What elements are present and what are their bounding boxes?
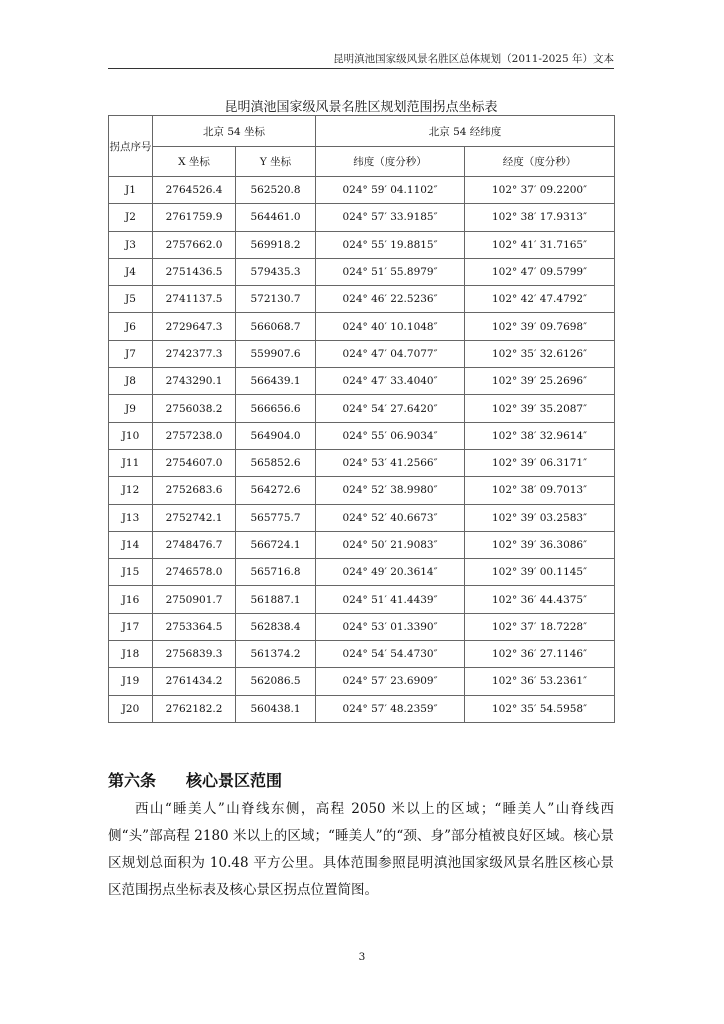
point-id-cell: J10 [109, 422, 153, 449]
col-header-lat: 纬度（度分秒） [316, 147, 465, 177]
longitude-cell: 102° 41′ 31.7165″ [465, 231, 615, 258]
y-coord-cell: 566439.1 [236, 368, 316, 395]
point-id-cell: J14 [109, 531, 153, 558]
point-id-cell: J3 [109, 231, 153, 258]
latitude-cell: 024° 47′ 33.4040″ [316, 368, 465, 395]
y-coord-cell: 561374.2 [236, 641, 316, 668]
y-coord-cell: 564272.6 [236, 477, 316, 504]
longitude-cell: 102° 35′ 32.6126″ [465, 340, 615, 367]
longitude-cell: 102° 39′ 36.3086″ [465, 531, 615, 558]
table-row [109, 368, 615, 395]
longitude-cell: 102° 39′ 06.3171″ [465, 449, 615, 476]
x-coord-cell: 2750901.7 [153, 586, 236, 613]
col-header-point: 拐点序号 [109, 116, 153, 177]
longitude-cell: 102° 39′ 35.2087″ [465, 395, 615, 422]
y-coord-cell: 564904.0 [236, 422, 316, 449]
y-coord-cell: 562086.5 [236, 668, 316, 695]
latitude-cell: 024° 46′ 22.5236″ [316, 286, 465, 313]
table-row [109, 258, 615, 285]
point-id-cell: J20 [109, 695, 153, 722]
y-coord-cell: 565852.6 [236, 449, 316, 476]
y-coord-cell: 572130.7 [236, 286, 316, 313]
point-id-cell: J15 [109, 559, 153, 586]
longitude-cell: 102° 39′ 03.2583″ [465, 504, 615, 531]
latitude-cell: 024° 52′ 38.9980″ [316, 477, 465, 504]
x-coord-cell: 2752683.6 [153, 477, 236, 504]
table-row [109, 286, 615, 313]
latitude-cell: 024° 52′ 40.6673″ [316, 504, 465, 531]
longitude-cell: 102° 39′ 25.2696″ [465, 368, 615, 395]
latitude-cell: 024° 54′ 27.6420″ [316, 395, 465, 422]
section-number: 第六条 [108, 771, 157, 790]
latitude-cell: 024° 55′ 06.9034″ [316, 422, 465, 449]
x-coord-cell: 2761759.9 [153, 204, 236, 231]
latitude-cell: 024° 57′ 33.9185″ [316, 204, 465, 231]
x-coord-cell: 2746578.0 [153, 559, 236, 586]
y-coord-cell: 561887.1 [236, 586, 316, 613]
y-coord-cell: 559907.6 [236, 340, 316, 367]
latitude-cell: 024° 40′ 10.1048″ [316, 313, 465, 340]
longitude-cell: 102° 38′ 32.9614″ [465, 422, 615, 449]
table-row [109, 340, 615, 367]
longitude-cell: 102° 38′ 09.7013″ [465, 477, 615, 504]
point-id-cell: J16 [109, 586, 153, 613]
point-id-cell: J7 [109, 340, 153, 367]
longitude-cell: 102° 36′ 44.4375″ [465, 586, 615, 613]
point-id-cell: J19 [109, 668, 153, 695]
point-id-cell: J4 [109, 258, 153, 285]
longitude-cell: 102° 39′ 09.7698″ [465, 313, 615, 340]
y-coord-cell: 564461.0 [236, 204, 316, 231]
latitude-cell: 024° 57′ 23.6909″ [316, 668, 465, 695]
latitude-cell: 024° 55′ 19.8815″ [316, 231, 465, 258]
latitude-cell: 024° 53′ 41.2566″ [316, 449, 465, 476]
x-coord-cell: 2742377.3 [153, 340, 236, 367]
longitude-cell: 102° 38′ 17.9313″ [465, 204, 615, 231]
table-row [109, 641, 615, 668]
table-row [109, 177, 615, 204]
x-coord-cell: 2743290.1 [153, 368, 236, 395]
point-id-cell: J6 [109, 313, 153, 340]
col-header-lon: 经度（度分秒） [465, 147, 615, 177]
table-row [109, 613, 615, 640]
longitude-cell: 102° 42′ 47.4792″ [465, 286, 615, 313]
point-id-cell: J8 [109, 368, 153, 395]
latitude-cell: 024° 57′ 48.2359″ [316, 695, 465, 722]
latitude-cell: 024° 49′ 20.3614″ [316, 559, 465, 586]
latitude-cell: 024° 50′ 21.9083″ [316, 531, 465, 558]
latitude-cell: 024° 51′ 55.8979″ [316, 258, 465, 285]
table-row [109, 531, 615, 558]
x-coord-cell: 2748476.7 [153, 531, 236, 558]
point-id-cell: J13 [109, 504, 153, 531]
longitude-cell: 102° 47′ 09.5799″ [465, 258, 615, 285]
y-coord-cell: 566068.7 [236, 313, 316, 340]
table-row [109, 395, 615, 422]
longitude-cell: 102° 36′ 27.1146″ [465, 641, 615, 668]
x-coord-cell: 2752742.1 [153, 504, 236, 531]
x-coord-cell: 2756839.3 [153, 641, 236, 668]
coordinate-table-body [109, 177, 615, 723]
point-id-cell: J17 [109, 613, 153, 640]
latitude-cell: 024° 59′ 04.1102″ [316, 177, 465, 204]
latitude-cell: 024° 54′ 54.4730″ [316, 641, 465, 668]
x-coord-cell: 2729647.3 [153, 313, 236, 340]
table-row [109, 504, 615, 531]
col-header-x: X 坐标 [153, 147, 236, 177]
x-coord-cell: 2756038.2 [153, 395, 236, 422]
point-id-cell: J18 [109, 641, 153, 668]
longitude-cell: 102° 37′ 18.7228″ [465, 613, 615, 640]
section-title: 核心景区范围 [186, 771, 283, 790]
x-coord-cell: 2757238.0 [153, 422, 236, 449]
y-coord-cell: 560438.1 [236, 695, 316, 722]
header-rule [108, 68, 614, 69]
x-coord-cell: 2764526.4 [153, 177, 236, 204]
latitude-cell: 024° 47′ 04.7077″ [316, 340, 465, 367]
point-id-cell: J9 [109, 395, 153, 422]
x-coord-cell: 2741137.5 [153, 286, 236, 313]
col-group-beijing54-coord: 北京 54 坐标 [153, 116, 316, 147]
section-paragraph: 西山“睡美人”山脊线东侧，高程 2050 米以上的区域；“睡美人”山脊线西侧“头”部高程 2180 米以上的区域；“睡美人”的“颈、身”部分植被良好区域。核心景区规划总面积为 10.48 平方公里。具体范围参照昆明滇池国家级风景名胜区核心景区范围拐点坐标表及核心景区拐点位置简图。 [108, 801, 614, 898]
point-id-cell: J5 [109, 286, 153, 313]
table-title: 昆明滇池国家级风景名胜区规划范围拐点坐标表 [224, 100, 498, 115]
table-row [109, 695, 615, 722]
x-coord-cell: 2762182.2 [153, 695, 236, 722]
table-row [109, 313, 615, 340]
page-number: 3 [358, 951, 366, 963]
coordinate-table [108, 115, 615, 723]
y-coord-cell: 579435.3 [236, 258, 316, 285]
x-coord-cell: 2757662.0 [153, 231, 236, 258]
longitude-cell: 102° 37′ 09.2200″ [465, 177, 615, 204]
x-coord-cell: 2761434.2 [153, 668, 236, 695]
x-coord-cell: 2751436.5 [153, 258, 236, 285]
table-row [109, 668, 615, 695]
y-coord-cell: 565716.8 [236, 559, 316, 586]
y-coord-cell: 566724.1 [236, 531, 316, 558]
y-coord-cell: 566656.6 [236, 395, 316, 422]
running-header: 昆明滇池国家级风景名胜区总体规划（2011-2025 年）文本 [333, 53, 614, 65]
col-group-beijing54-latlon: 北京 54 经纬度 [316, 116, 615, 147]
x-coord-cell: 2754607.0 [153, 449, 236, 476]
col-header-y: Y 坐标 [236, 147, 316, 177]
section-heading [108, 768, 282, 791]
x-coord-cell: 2753364.5 [153, 613, 236, 640]
y-coord-cell: 569918.2 [236, 231, 316, 258]
latitude-cell: 024° 53′ 01.3390″ [316, 613, 465, 640]
table-row [109, 477, 615, 504]
point-id-cell: J1 [109, 177, 153, 204]
point-id-cell: J11 [109, 449, 153, 476]
table-row [109, 586, 615, 613]
table-row [109, 449, 615, 476]
table-row [109, 422, 615, 449]
table-row [109, 559, 615, 586]
y-coord-cell: 562838.4 [236, 613, 316, 640]
longitude-cell: 102° 36′ 53.2361″ [465, 668, 615, 695]
table-row [109, 231, 615, 258]
point-id-cell: J12 [109, 477, 153, 504]
y-coord-cell: 565775.7 [236, 504, 316, 531]
y-coord-cell: 562520.8 [236, 177, 316, 204]
point-id-cell: J2 [109, 204, 153, 231]
table-row [109, 204, 615, 231]
latitude-cell: 024° 51′ 41.4439″ [316, 586, 465, 613]
longitude-cell: 102° 39′ 00.1145″ [465, 559, 615, 586]
longitude-cell: 102° 35′ 54.5958″ [465, 695, 615, 722]
